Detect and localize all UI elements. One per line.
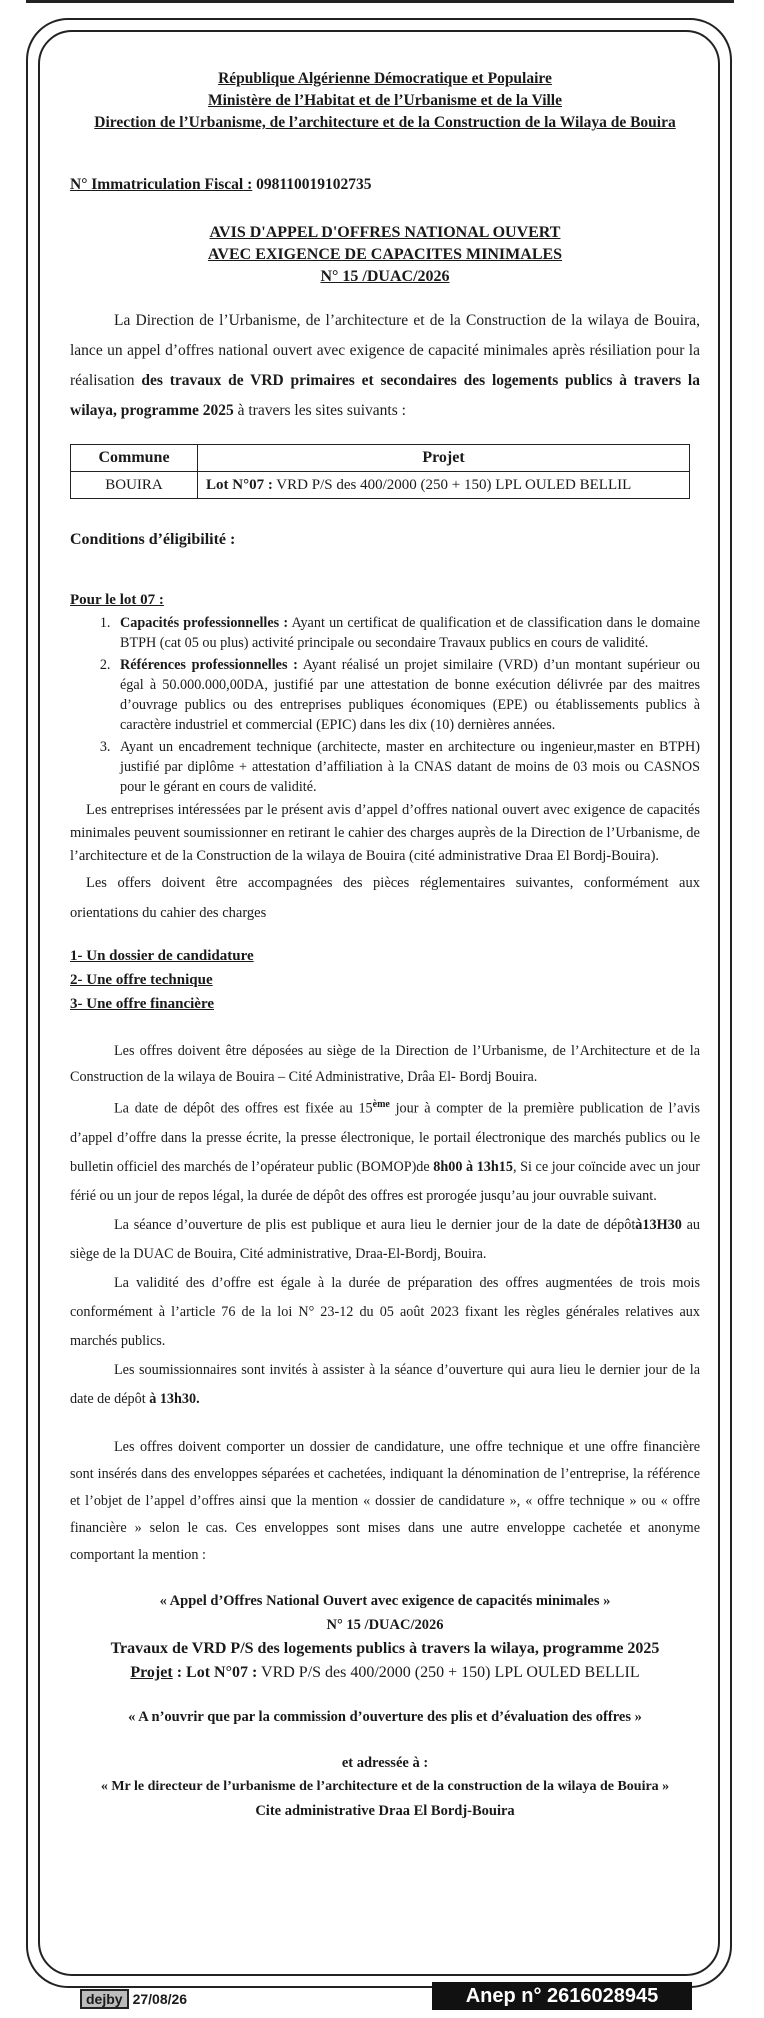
para-depot: Les offres doivent être déposées au siège de la Direction de l’Urbanisme, de l’Architecture et de la Construction de la wilaya de Bouira – Cité Administrative, Drâa El- Bordj Bouira. [70, 1043, 700, 1085]
para-date [70, 1090, 700, 1211]
mention-line-1: « Appel d’Offres National Ouvert avec exigence de capacités minimales » [159, 1592, 611, 1609]
invites-text: Les soumissionnaires sont invités à assister à la séance d’ouverture qui aura lieu le dernier jour de la date de dépôt [70, 1361, 700, 1407]
title-line-2: AVEC EXIGENCE DE CAPACITES MINIMALES [207, 246, 563, 263]
mention-line-6: et adressée à : [341, 1754, 429, 1771]
para-invites [70, 1356, 700, 1414]
header-line-1: République Algérienne Démocratique et Populaire [218, 70, 552, 87]
dossier-list [70, 944, 700, 1016]
dossier-item-1: 1- Un dossier de candidature [70, 948, 254, 964]
document-body [70, 60, 700, 1823]
mention-projet-text: VRD P/S des 400/2000 (250 + 150) LPL OULED BELLIL [257, 1663, 640, 1681]
para-retrait: Les entreprises intéressées par le présent avis d’appel d’offres national ouvert avec exigence de capacités minimales peuvent soumissionner en retirant le cahier des charges auprès de la Direction de l’Urbanisme, de l’architecture et de la Construction de la wilaya de Bouira (cité administrative Draa El Bordj-Bouira). [70, 802, 700, 864]
envelope-mention [70, 1589, 700, 1823]
dossier-item-3: 3- Une offre financière [70, 996, 214, 1012]
lot-heading: Pour le lot 07 : [70, 592, 164, 608]
table-row [71, 472, 690, 499]
document-header [70, 68, 700, 134]
date-hours: 8h00 à 13h15 [433, 1158, 513, 1175]
mention-line-2: N° 15 /DUAC/2026 [326, 1616, 444, 1633]
condition-label: Références professionnelles : [120, 657, 298, 673]
para-seance [70, 1211, 700, 1269]
col-header-commune: Commune [71, 445, 198, 472]
col-header-projet: Projet [198, 445, 690, 472]
cell-projet-text: VRD P/S des 400/2000 (250 + 150) LPL OULED BELLIL [272, 477, 632, 493]
mention-lot: : Lot N°07 : [172, 1663, 258, 1681]
cell-commune: BOUIRA [71, 472, 198, 499]
dossier-item-2: 2- Une offre technique [70, 972, 213, 988]
anep-number: Anep n° 2616028945 [432, 1982, 692, 2010]
cell-projet [198, 472, 690, 499]
footer-stamp [80, 1988, 187, 2010]
conditions-heading: Conditions d’éligibilité : [70, 531, 236, 548]
intro-text: La Direction de l’Urbanisme, de l’architecture et de la Construction de la wilaya de Bouira, lance un appel d’offres national ouvert avec exigence de capacité minimales après résiliation pour la réalisation [70, 312, 700, 389]
date-text-2: jour à compter de la première publication de l’avis d’appel d’offre dans la presse écrite, la presse électronique, le portail électronique des marchés publics ou le bulletin officiel des marchés de l’opérateur public (BOMOP)de [70, 1100, 700, 1175]
para-validite: La validité des d’offre est égale à la durée de préparation des offres augmentées de trois mois conformément à l’article 76 de la loi N° 23-12 du 05 août 2023 fixant les règles générales relatives aux marchés publics. [70, 1274, 700, 1349]
mention-line-3: Travaux de VRD P/S des logements publics à travers la wilaya, programme 2025 [110, 1639, 660, 1657]
para-enveloppes: Les offres doivent comporter un dossier de candidature, une offre technique et une offre financière sont insérés dans des enveloppes séparées et cachetées, indiquant la dénomination de l’entreprise, la référence et l’objet de l’appel d’offres ainsi que la mention « dossier de candidature », « offre technique » ou « offre financière » selon le cas. Ces enveloppes sont mises dans une autre enveloppe cachetée et anonyme comportant la mention : [70, 1438, 700, 1563]
mention-projet-label: Projet [130, 1663, 173, 1681]
seance-text-2: au siège de la DUAC de Bouira, Cité administrative, Draa-El-Bordj, Bouira. [70, 1216, 700, 1262]
list-item [114, 655, 700, 735]
fiscal-value: 098110019102735 [256, 176, 372, 193]
fiscal-number [70, 172, 700, 198]
intro-text-end: à travers les sites suivants : [233, 402, 406, 419]
mention-line-5: « A n’ouvrir que par la commission d’ouverture des plis et d’évaluation des offres » [128, 1708, 642, 1725]
conditions-list [70, 613, 700, 797]
date-text: La date de dépôt des offres est fixée au 15 [114, 1100, 373, 1117]
title-line-3: N° 15 /DUAC/2026 [320, 268, 450, 285]
intro-bold: des travaux de VRD primaires et secondaires des logements publics à travers la wilaya, programme 2025 [70, 372, 700, 419]
date-sup: ème [372, 1099, 390, 1110]
condition-text: Ayant un certificat de qualification et de classification dans le domaine BTPH (cat 05 ou plus) activité principale ou secondaire Travaux publics en cours de validité. [120, 615, 700, 651]
intro-paragraph [70, 306, 700, 426]
condition-text: Ayant réalisé un projet similaire (VRD) d’un montant supérieur ou égal à 50.000.000,00DA, justifié par une attestation de bonne exécution délivrée par des maitres d’ouvrage publics ou des entreprises publiques économiques (EPE) ou établissements publics à caractère industriel et commercial (EPIC) dans les dix (10) dernières années. [120, 657, 700, 733]
list-item [114, 737, 700, 797]
top-rule [26, 0, 734, 3]
projects-table [70, 444, 690, 499]
header-line-2: Ministère de l’Habitat et de l’Urbanisme et de la Ville [207, 92, 562, 109]
list-item [114, 613, 700, 653]
condition-text: Ayant un encadrement technique (architecte, master en architecture ou ingenieur,master en BTPH) justifié par diplôme + attestation d’affiliation à la CNAS datant de moins de 03 mois ou CASNOS pour le gérant en cours de validité. [120, 739, 700, 795]
footer-tag: dejby [80, 1989, 129, 2009]
mention-line-7: « Mr le directeur de l’urbanisme de l’architecture et de la construction de la wilaya de Bouira » [100, 1778, 670, 1794]
header-line-3: Direction de l’Urbanisme, de l’architecture et de la Construction de la Wilaya de Bouira [94, 114, 676, 131]
cell-lot-label: Lot N°07 : [206, 477, 273, 493]
title-line-1: AVIS D'APPEL D'OFFRES NATIONAL OUVERT [209, 224, 561, 241]
para-pieces: Les offers doivent être accompagnées des pièces réglementaires suivantes, conformément aux orientations du cahier des charges [70, 875, 700, 921]
seance-text: La séance d’ouverture de plis est publique et aura lieu le dernier jour de la date de dépôt [114, 1216, 636, 1233]
condition-label: Capacités professionnelles : [120, 615, 289, 631]
notice-title [70, 222, 700, 288]
date-text-3: , Si ce jour coïncide avec un jour férié ou un jour de repos légal, la durée de dépôt des offres est prorogée jusqu’au jour ouvrable suivant. [70, 1158, 700, 1204]
invites-hour: à 13h30. [149, 1390, 200, 1407]
seance-hour: à13H30 [635, 1216, 682, 1233]
fiscal-label: N° Immatriculation Fiscal : [70, 176, 253, 193]
footer-date: 27/08/26 [132, 1991, 188, 2007]
mention-line-4 [70, 1661, 700, 1685]
mention-line-8: Cite administrative Draa El Bordj-Bouira [255, 1802, 515, 1819]
